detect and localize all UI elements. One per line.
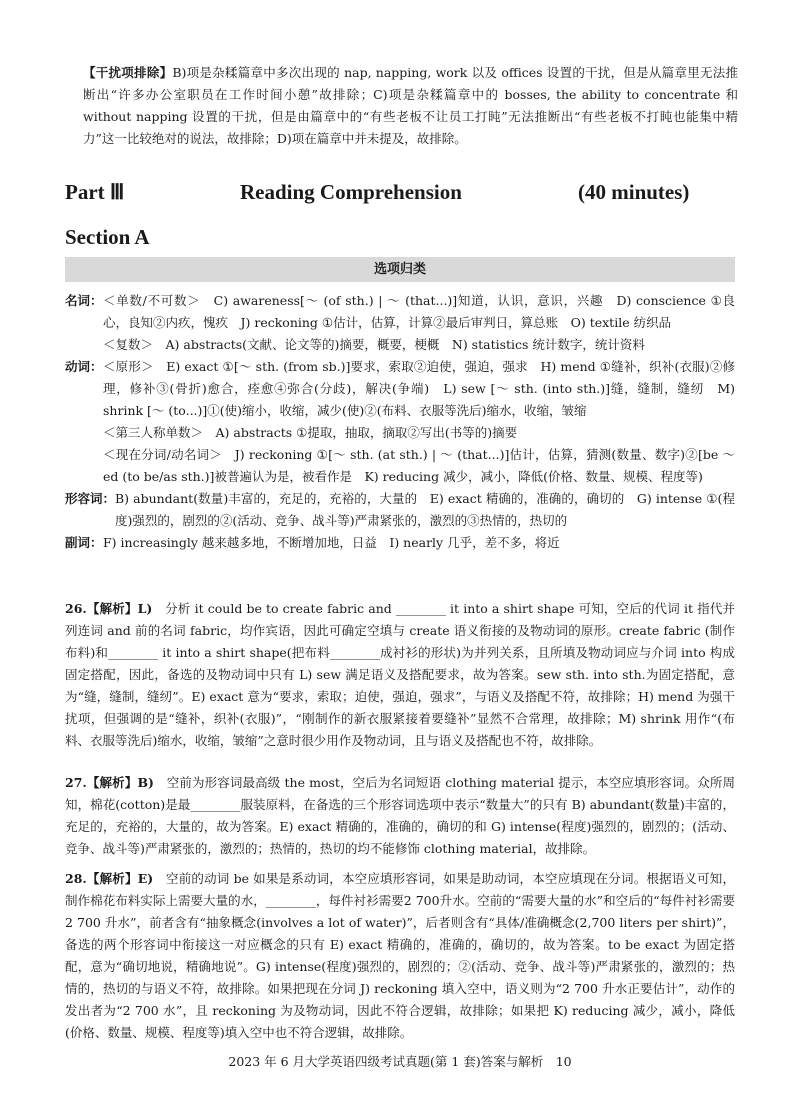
noun-row-plural [65, 334, 735, 356]
item-answer: L) [137, 601, 153, 616]
verb-label: 动词： [65, 359, 103, 374]
verb-participle: ＜现在分词/动名词＞ J) reckoning ①[～ sth. (at sth.) | ～ (that...)]估计，估算，猜测(数量、数字)②[be ～ed (to be/as sth.)]被普遍认为是，被看作是 K) reducing 减少，减小，降低(价格、数量、规模、程度等) [103, 447, 735, 484]
verb-row-participle [65, 444, 735, 488]
vocab-list [65, 290, 735, 554]
options-category-band: 选项归类 [65, 257, 735, 282]
item-number: 26. [65, 601, 87, 616]
adj-label: 形容词： [65, 491, 116, 506]
item-tag: 【解析】 [86, 601, 138, 616]
noun-label: 名词： [65, 293, 103, 308]
item-answer: E) [137, 871, 154, 886]
noun-plural: ＜复数＞ A) abstracts(文献、论文等的)摘要，概要，梗概 N) statistics 统计数字，统计资料 [103, 337, 645, 352]
verb-third-person: ＜第三人称单数＞ A) abstracts ①提取，抽取，摘取②写出(书等的)摘要 [103, 425, 518, 440]
item-answer: B) [137, 775, 154, 790]
adj-row [65, 488, 735, 532]
adv-label: 副词： [65, 535, 103, 550]
item-number: 28. [65, 871, 87, 886]
interference-tag: 【干扰项排除】 [83, 65, 173, 80]
section-title: Section A [65, 225, 150, 249]
page-footer: 2023 年 6 月大学英语四级考试真题(第 1 套)答案与解析 10 [228, 1054, 572, 1069]
item-text: 空前的动词 be 如果是系动词，本空应填形容词，如果是助动词，本空应填现在分词。根据语义可知，制作棉花布料实际上需要大量的水，________，每件衬衫需要2 700升水。空前的“需要大量的水”和空后的“每件衬衫需要 2 700 升水”，前者含有“抽象概念(involves a lot of water)”，后者则含有“具体/准确概念(2,700 liters per shirt)”，备选的两个形容词中衔接这一对应概念的只有 E) exact 精确的，准确的，确切的，故为答案。to be exact 为固定搭配，意为“确切地说，精确地说”。G) intense(程度)强烈的，剧烈的；②(活动、竞争、战斗等)严肃紧张的，激烈的；热情的，热切的与语义不符，故排除。如果把现在分词 J) reckoning 填入空中，语义则为“2 700 升水正要估计”，动作的发出者为“2 700 水”，且 reckoning 为及物动词，因此不符合逻辑，故排除；如果把 K) reducing 减少，减小，降低(价格、数量、规模、程度等)填入空中也不符合逻辑，故排除。 [65, 871, 735, 1040]
item-text: 分析 it could be to create fabric and ________ it into a shirt shape 可知，空后的代词 it 指代并列连词 and 前的名词 fabric，均作宾语，因此可确定空填与 create 语义衔接的及物动词的原形。create fabric (制作布料)和________ it into a shirt shape(把布料________成衬衫的形状)为并列关系，且所填及物动词应与介词 into 构成固定搭配，因此，备选的及物动词中只有 L) sew 满足语义及搭配要求，故为答案。sew sth. into sth.为固定搭配，意为“缝，缝制，缝纫”。E) exact 意为“要求，索取；迫使，强迫，强求”，与语义及搭配不符，故排除；H) mend 为强干扰项，但强调的是“缝补，织补(衣服)”，“刚制作的新衣服紧接着要缝补”显然不合常理，故排除；M) shrink 用作“(布料、衣服等洗后)缩水，收缩，皱缩”之意时很少用作及物动词，且与语义及搭配也不符，故排除。 [65, 601, 735, 748]
item-tag: 【解析】 [86, 775, 138, 790]
part-label: Part Ⅲ [65, 180, 125, 204]
explanation-28 [65, 868, 735, 1044]
verb-row-third [65, 422, 735, 444]
explanation-27 [65, 772, 735, 860]
item-tag: 【解析】 [86, 871, 138, 886]
interference-paragraph [83, 62, 738, 150]
explanation-26 [65, 598, 735, 752]
noun-row [65, 290, 735, 334]
item-number: 27. [65, 775, 87, 790]
verb-base: ＜原形＞ E) exact ①[～ sth. (from sb.)]要求，索取②迫使，强迫，强求 H) mend ①缝补，织补(衣服)②修理，修补③(骨折)愈合，痊愈④弥合(分歧)，解决(争端) L) sew [～ sth. (into sth.)]缝，缝制，缝纫 M) shrink [～ (to...)]①(使)缩小，收缩，减少(使)②(布料、衣服等洗后)缩水，收缩，皱缩 [103, 359, 735, 418]
item-text: 空前为形容词最高级 the most，空后为名词短语 clothing material 提示，本空应填形容词。众所周知，棉花(cotton)是最________服装原料，在备选的三个形容词选项中表示“数量大”的只有 B) abundant(数量)丰富的，充足的，充裕的，大量的，故为答案。E) exact 精确的，准确的，确切的和 G) intense(程度)强烈的，剧烈的；(活动、竞争、战斗等)严肃紧张的，激烈的；热情的，热切的均不能修饰 clothing material，故排除。 [65, 775, 735, 856]
part-title: Reading Comprehension [240, 180, 462, 204]
part-time: (40 minutes) [578, 180, 690, 204]
adj-text: B) abundant(数量)丰富的，充足的，充裕的，大量的 E) exact 精确的，准确的，确切的 G) intense ①(程度)强烈的，剧烈的②(活动、竞争、战斗等)严肃紧张的，激烈的③热情的，热切的 [115, 491, 735, 528]
interference-text: B)项是杂糅篇章中多次出现的 nap, napping, work 以及 offices 设置的干扰，但是从篇章里无法推断出“许多办公室职员在工作时间小憩”故排除；C)项是杂糅篇章中的 bosses, the ability to concentrate 和 without napping 设置的干扰，但是由篇章中的“有些老板不让员工打盹”无法推断出“有些老板不打盹也能集中精力”这一比较绝对的说法，故排除；D)项在篇章中并未提及，故排除。 [83, 65, 738, 146]
verb-row [65, 356, 735, 422]
adv-text: F) increasingly 越来越多地，不断增加地，日益 I) nearly 几乎，差不多，将近 [103, 535, 560, 550]
noun-singular: ＜单数/不可数＞ C) awareness[～ (of sth.) | ～ (that...)]知道，认识，意识，兴趣 D) conscience ①良心，良知②内疚，愧疚 J) reckoning ①估计，估算，计算②最后审判日，算总账 O) textile 纺织品 [103, 293, 735, 330]
adv-row [65, 532, 735, 554]
